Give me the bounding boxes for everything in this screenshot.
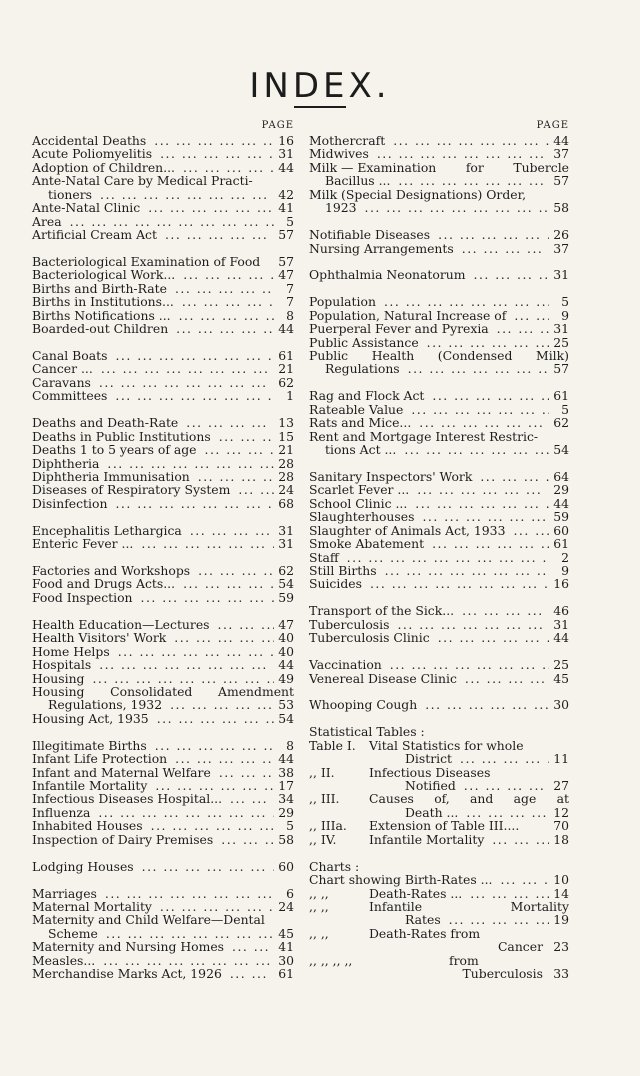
chart-entry-continued: Tuberculosis 33: [462, 966, 569, 982]
index-entry-continued: tions Act ... ... . 54: [309, 443, 569, 456]
index-entry: Measles... ... . 30: [32, 954, 294, 967]
index-entry: Diphtheria Immunisation ... . 28: [32, 470, 294, 483]
index-entry: Boarded-out Children ... . 44: [32, 322, 294, 335]
index-entry: Committees ... . 1: [32, 389, 294, 402]
chart-entry: ,, ,, ,, ,, from: [309, 952, 479, 968]
table-entry: ,, II. Infectious Diseases: [309, 764, 491, 780]
index-entry-continued: Scheme ... . 45: [32, 927, 294, 940]
index-entry: Public Health (Condensed Milk): [309, 348, 569, 363]
chart-entry-continued: Cancer 23: [497, 939, 569, 955]
table-entry: ,, IIIa. Extension of Table III.... 70: [309, 818, 569, 834]
index-entry-continued: tioners ... . 42: [32, 188, 294, 201]
table-entry: Table I. Vital Statistics for whole: [309, 737, 524, 753]
left-page-header: PAGE: [261, 120, 294, 131]
index-entry: Ante-Natal Care by Medical Practi-: [32, 173, 253, 189]
index-entry: Still Births ... . 9: [309, 564, 569, 577]
index-entry: Lodging Houses ... . 60: [32, 860, 294, 873]
index-entry: Births in Institutions... ... . 7: [32, 295, 294, 308]
index-entry: Food and Drugs Acts... ... . 54: [32, 577, 294, 590]
index-entry: Housing Act, 1935 ... . 54: [32, 712, 294, 725]
index-entry: Diphtheria ... . 28: [32, 457, 294, 470]
index-entry: Nursing Arrangements ... . 37: [309, 242, 569, 255]
section-heading-statistical-tables: Statistical Tables :: [309, 724, 425, 740]
index-entry: Maternity and Nursing Homes ... . 41: [32, 940, 294, 953]
index-entry: Enteric Fever ... ... . 31: [32, 537, 294, 550]
table-entry-continued: District ... . 11: [309, 752, 569, 765]
index-entry: Rent and Mortgage Interest Restric-: [309, 428, 539, 444]
index-entry: Rateable Value ... . 5: [309, 403, 569, 416]
index-entry: Rats and Mice... ... . 62: [309, 416, 569, 429]
index-entry: Bacteriological Work... ... . 47: [32, 268, 294, 281]
index-entry: Caravans ... . 62: [32, 376, 294, 389]
table-entry-continued: Notified ... . 27: [309, 779, 569, 792]
index-entry: Hospitals ... . 44: [32, 658, 294, 671]
index-entry: Infant and Maternal Welfare ... . 38: [32, 766, 294, 779]
index-entry: Marriages ... . 6: [32, 887, 294, 900]
table-entry: ,, IV. Infantile Mortality ... . 18: [309, 833, 569, 846]
index-entry: Diseases of Respiratory System ... . 24: [32, 483, 294, 496]
index-entry: Influenza ... . 29: [32, 806, 294, 819]
index-entry: Milk — Examination for Tubercle: [309, 159, 569, 175]
right-column: [309, 118, 569, 981]
index-entry: Venereal Disease Clinic ... . 45: [309, 672, 569, 685]
index-entry: Tuberculosis Clinic ... . 44: [309, 631, 569, 644]
index-entry: Canal Boats ... . 61: [32, 349, 294, 362]
index-entry: Housing Consolidated Amendment: [32, 683, 294, 699]
index-entry: Population ... . 5: [309, 295, 569, 308]
index-entry: Slaughter of Animals Act, 1933 ... . 60: [309, 524, 569, 537]
page-title: INDEX.: [249, 66, 391, 106]
index-entry: Sanitary Inspectors' Work ... . 64: [309, 470, 569, 483]
chart-entry: ,, ,, Infantile Mortality: [309, 898, 569, 914]
index-entry: Disinfection ... . 68: [32, 497, 294, 510]
index-entry: Puerperal Fever and Pyrexia ... . 31: [309, 322, 569, 335]
index-entry: Smoke Abatement ... . 61: [309, 537, 569, 550]
index-entry: Ante-Natal Clinic ... . 41: [32, 201, 294, 214]
index-entry: Health Visitors' Work ... . 40: [32, 631, 294, 644]
index-entry: Merchandise Marks Act, 1926 ... . 61: [32, 967, 294, 980]
index-entry: Deaths 1 to 5 years of age ... . 21: [32, 443, 294, 456]
index-entry: Public Assistance ... . 25: [309, 336, 569, 349]
index-entry-continued: Bacillus ... ... . 57: [309, 174, 569, 187]
chart-entry: ,, ,, Death-Rates ... ... . 14: [309, 887, 569, 900]
index-entry: Infantile Mortality ... . 17: [32, 779, 294, 792]
index-entry: Transport of the Sick... ... . 46: [309, 604, 569, 617]
table-entry-continued: Death ... ... . 12: [309, 806, 569, 819]
index-entry: Tuberculosis ... . 31: [309, 618, 569, 631]
index-entry: Births and Birth-Rate ... . 7: [32, 282, 294, 295]
table-entry: ,, III. Causes of, and age at: [309, 791, 569, 807]
index-entry: Milk (Special Designations) Order,: [309, 186, 527, 202]
index-entry-continued: 1923 ... . 58: [309, 201, 569, 214]
index-entry: Inspection of Dairy Premises ... . 58: [32, 833, 294, 846]
index-entry: Maternity and Child Welfare—Dental: [32, 912, 265, 928]
index-entry: Ophthalmia Neonatorum ... . 31: [309, 268, 569, 281]
index-entry: Bacteriological Examination of Food 57: [32, 253, 294, 269]
right-page-header: PAGE: [536, 120, 569, 131]
chart-entry: Chart showing Birth-Rates ... ... . 10: [309, 873, 569, 886]
index-entry: Whooping Cough ... . 30: [309, 698, 569, 711]
index-entry: Illegitimate Births ... . 8: [32, 739, 294, 752]
index-entry: Maternal Mortality ... . 24: [32, 900, 294, 913]
index-entry-continued: Regulations, 1932 ... . 53: [32, 698, 294, 711]
index-entry: Factories and Workshops ... . 62: [32, 564, 294, 577]
index-entry: Deaths in Public Institutions ... . 15: [32, 430, 294, 443]
index-entry: Food Inspection ... . 59: [32, 591, 294, 604]
index-entry-continued: Regulations ... . 57: [309, 362, 569, 375]
index-entry: School Clinic ... ... . 44: [309, 497, 569, 510]
index-entry: Cancer ... ... . 21: [32, 362, 294, 375]
index-entry: Acute Poliomyelitis ... . 31: [32, 147, 294, 160]
index-entry: Staff ... . 2: [309, 551, 569, 564]
index-entry: Rag and Flock Act ... . 61: [309, 389, 569, 402]
title-rule: [294, 106, 346, 108]
index-entry: Accidental Deaths ... . 16: [32, 134, 294, 147]
index-entry: Health Education—Lectures ... . 47: [32, 618, 294, 631]
index-entry: Housing ... . 49: [32, 672, 294, 685]
index-entry: Home Helps ... . 40: [32, 645, 294, 658]
index-entry: Inhabited Houses ... . 5: [32, 819, 294, 832]
index-entry: Adoption of Children... ... . 44: [32, 161, 294, 174]
index-entry: Scarlet Fever ... ... . 29: [309, 483, 569, 496]
index-entry: Population, Natural Increase of ... . 9: [309, 309, 569, 322]
index-entry: Infectious Diseases Hospital... ... . 34: [32, 792, 294, 805]
index-entry: Mothercraft ... . 44: [309, 134, 569, 147]
index-entry: Notifiable Diseases ... . 26: [309, 228, 569, 241]
index-entry: Vaccination ... . 25: [309, 658, 569, 671]
index-entry: Slaughterhouses ... . 59: [309, 510, 569, 523]
chart-entry: ,, ,, Death-Rates from: [309, 925, 481, 941]
left-column: [32, 118, 294, 981]
index-entry: Encephalitis Lethargica ... . 31: [32, 524, 294, 537]
index-entry: Infant Life Protection ... . 44: [32, 752, 294, 765]
index-entry: Midwives ... . 37: [309, 147, 569, 160]
section-heading-charts: Charts :: [309, 858, 360, 874]
index-entry: Area ... . 5: [32, 215, 294, 228]
index-entry: Artificial Cream Act ... . 57: [32, 228, 294, 241]
chart-entry-continued: Rates ... . 19: [309, 913, 569, 926]
index-entry: Births Notifications ... ... . 8: [32, 309, 294, 322]
index-entry: Suicides ... . 16: [309, 577, 569, 590]
index-entry: Deaths and Death-Rate ... . 13: [32, 416, 294, 429]
